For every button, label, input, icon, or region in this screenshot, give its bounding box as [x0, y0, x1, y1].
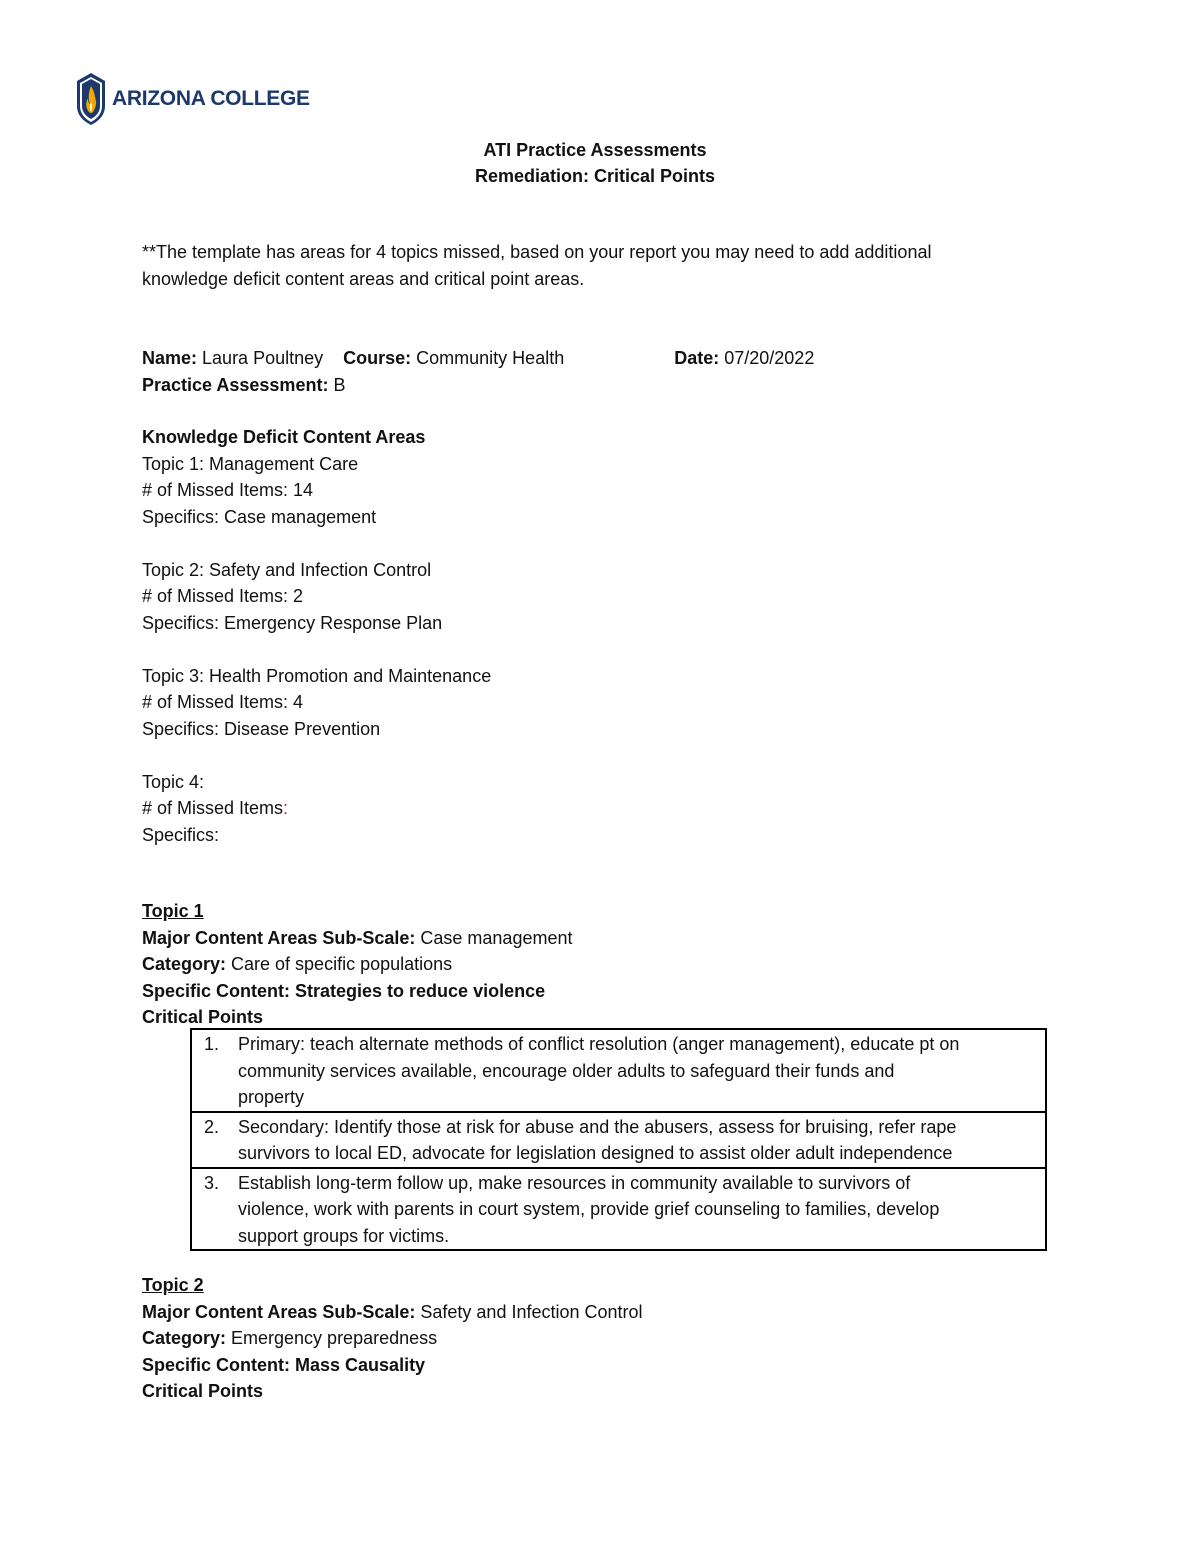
specifics-line: Specifics: Emergency Response Plan: [142, 612, 443, 633]
critical-point-line: Primary: teach alternate methods of conflict resolution (anger management), educate pt on: [238, 1034, 960, 1054]
subscale-row: [142, 925, 1042, 952]
specifics-line: Specifics:: [142, 824, 220, 845]
info-row: [142, 345, 1042, 372]
page-subtitle: Remediation: Critical Points: [474, 166, 716, 186]
critical-point-line: support groups for victims.: [238, 1225, 450, 1246]
subscale-value: Safety and Infection Control: [415, 1301, 643, 1322]
date-value: 07/20/2022: [719, 348, 815, 368]
notice-line: **The template has areas for 4 topics missed, based on your report you may need to add additional: [142, 242, 932, 262]
category-label: Category:: [142, 954, 227, 974]
template-notice: [142, 239, 1042, 292]
name-value: Laura Poultney: [197, 348, 324, 368]
assessment-label: Practice Assessment:: [142, 374, 329, 395]
page-title: ATI Practice Assessments: [483, 140, 707, 160]
specifics-line: Specifics: Case management: [142, 506, 377, 527]
table-row: [191, 1112, 1046, 1168]
specific-content: Specific Content: Mass Causality: [142, 1354, 426, 1375]
flame-shield-icon: [76, 72, 106, 126]
logo-text: ARIZONA COLLEGE: [112, 87, 310, 110]
critical-points-label: Critical Points: [142, 1007, 264, 1027]
subscale-label: Major Content Areas Sub-Scale:: [142, 1301, 416, 1322]
name-label: Name:: [142, 348, 198, 368]
subscale-value: Case management: [415, 927, 573, 948]
missed-items-line: [142, 795, 1042, 822]
course-label: Course:: [343, 348, 412, 368]
specific-content: Specific Content: Strategies to reduce violence: [142, 980, 546, 1001]
critical-points-table: [190, 1028, 1047, 1251]
knowledge-deficit-heading: Knowledge Deficit Content Areas: [142, 427, 426, 447]
table-row: [191, 1029, 1046, 1112]
critical-point-cell: [191, 1029, 1046, 1112]
info-row: [142, 372, 1042, 399]
missed-items-colon: :: [283, 798, 289, 818]
critical-point-line: Secondary: Identify those at risk for abuse and the abusers, assess for bruising, refer rape: [238, 1116, 957, 1137]
critical-point-line: property: [238, 1087, 305, 1107]
course-value: Community Health: [411, 348, 565, 368]
table-row: [191, 1168, 1046, 1251]
critical-point-text: [238, 1031, 1039, 1111]
critical-point-line: Establish long-term follow up, make resources in community available to survivors of: [238, 1172, 911, 1193]
topic-line: Topic 4:: [142, 771, 205, 792]
topic-line: Topic 1: Management Care: [142, 453, 359, 474]
critical-point-cell: [191, 1112, 1046, 1168]
subscale-label: Major Content Areas Sub-Scale:: [142, 927, 416, 948]
critical-point-line: community services available, encourage older adults to safeguard their funds and: [238, 1060, 895, 1081]
critical-point-number: 1.: [204, 1034, 220, 1054]
category-row: [142, 1325, 1042, 1352]
specifics-line: Specifics: Disease Prevention: [142, 718, 381, 739]
topic-line: Topic 3: Health Promotion and Maintenance: [142, 665, 492, 686]
notice-line: knowledge deficit content areas and critical point areas.: [142, 268, 585, 289]
missed-items-line: # of Missed Items: 2: [142, 586, 304, 606]
date-label: Date:: [674, 348, 720, 368]
category-value: Care of specific populations: [226, 954, 453, 974]
college-logo: [76, 72, 310, 126]
critical-point-line: violence, work with parents in court system, provide grief counseling to families, develop: [238, 1199, 940, 1219]
critical-points-label: Critical Points: [142, 1381, 264, 1401]
knowledge-deficit-section: [142, 424, 1042, 848]
topic-2-section: [142, 1272, 1042, 1405]
missed-items-line: # of Missed Items: 4: [142, 692, 304, 712]
category-label: Category:: [142, 1328, 227, 1348]
topic-2-heading: Topic 2: [142, 1275, 204, 1295]
student-info: [142, 345, 1042, 398]
critical-point-text: [238, 1114, 1039, 1167]
category-value: Emergency preparedness: [226, 1328, 438, 1348]
critical-point-text: [238, 1170, 1039, 1250]
assessment-value: B: [328, 374, 346, 395]
topic-1-heading: Topic 1: [142, 901, 204, 921]
document-header: [0, 137, 1190, 189]
critical-point-cell: [191, 1168, 1046, 1251]
critical-point-line: survivors to local ED, advocate for legislation designed to assist older adult independence: [238, 1143, 953, 1163]
category-row: [142, 951, 1042, 978]
critical-point-number: 2.: [204, 1116, 220, 1137]
critical-point-number: 3.: [204, 1172, 220, 1193]
missed-items-line: # of Missed Items: 14: [142, 480, 314, 500]
topic-1-section: [142, 898, 1042, 1031]
subscale-row: [142, 1299, 1042, 1326]
topic-line: Topic 2: Safety and Infection Control: [142, 559, 432, 580]
missed-items-label: # of Missed Items: [142, 798, 284, 818]
